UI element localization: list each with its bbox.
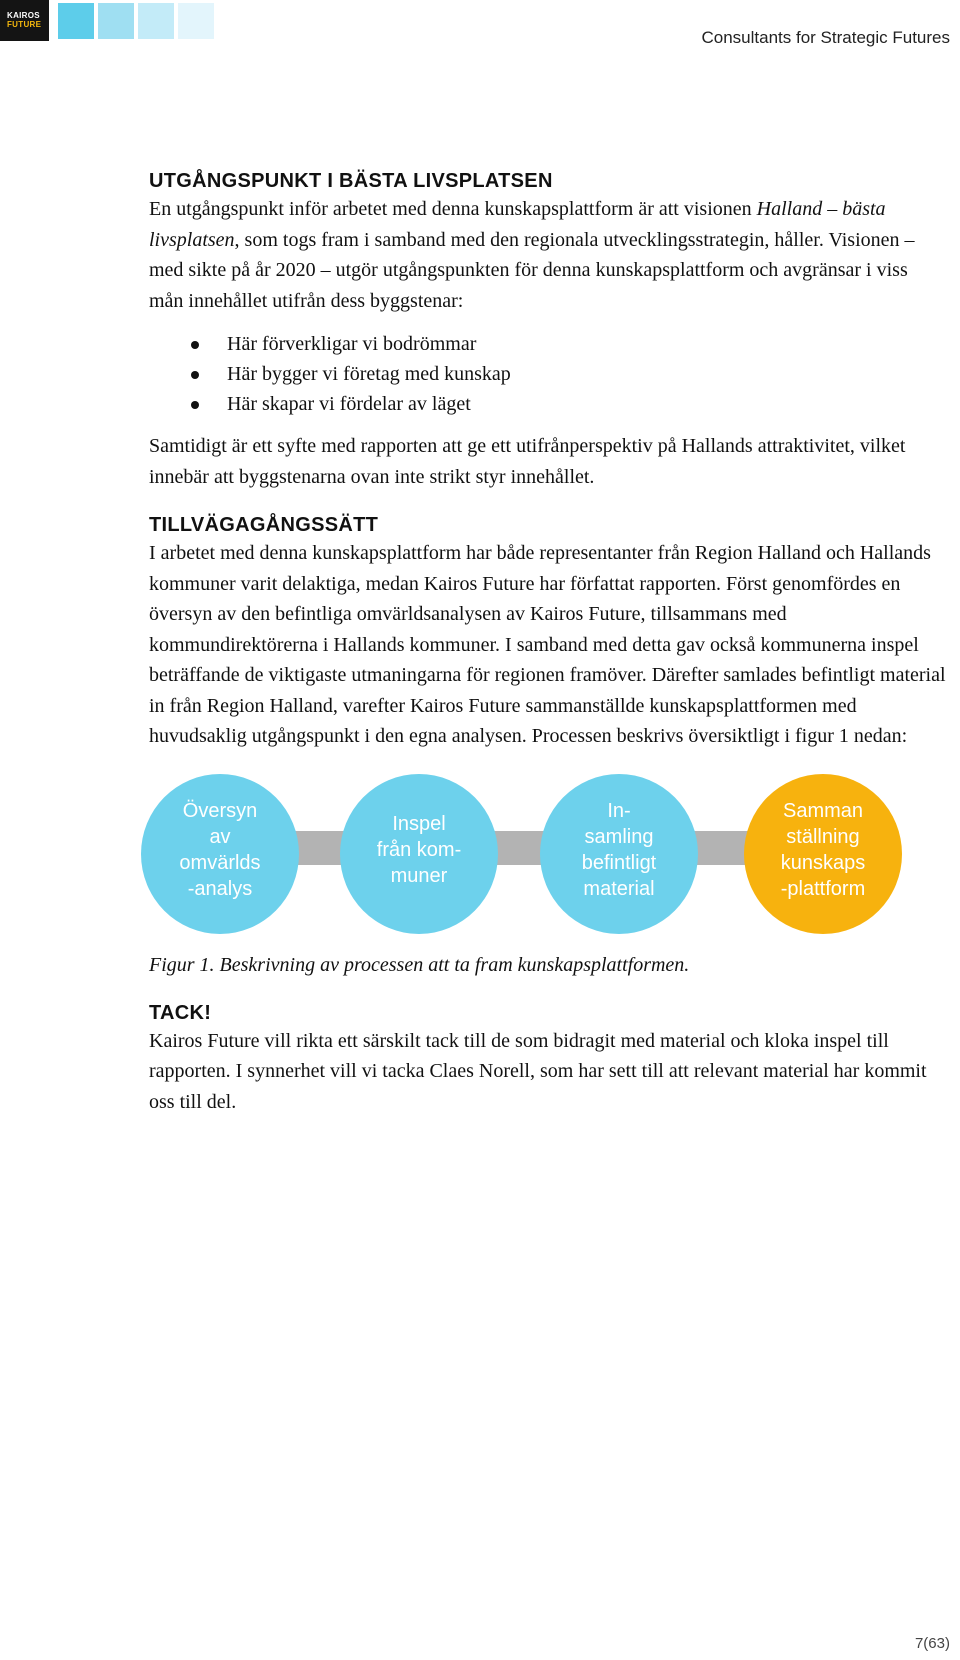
- logo-line1: KAIROS: [7, 11, 40, 20]
- list-item: Här bygger vi företag med kunskap: [149, 359, 946, 389]
- step-label: Samman ställning kunskaps -plattform: [780, 799, 866, 900]
- page-header: [0, 0, 960, 60]
- list-item: Här skapar vi fördelar av läget: [149, 389, 946, 419]
- section2-heading: TILLVÄGAGÅNGSSÄTT: [149, 514, 379, 536]
- logo-line2: FUTURE: [7, 20, 42, 29]
- process-diagram: [149, 774, 946, 944]
- section1-heading: UTGÅNGSPUNKT I BÄSTA LIVSPLATSEN: [149, 170, 553, 192]
- header-square-1: [58, 3, 94, 39]
- section3-paragraph: Kairos Future vill rikta ett särskilt tack till de som bidragit med material och kloka inspel till rapporten. I synnerhet vill vi tacka Claes Norell, som har sett till att relevant material har kommit oss till del.: [149, 1029, 927, 1113]
- page-content: [149, 168, 946, 1117]
- header-square-3: [138, 3, 174, 39]
- step-label: In- samling befintligt material: [581, 799, 657, 900]
- para1-pre: En utgångspunkt inför arbetet med denna kunskapsplattform är att visionen: [149, 198, 757, 220]
- vision-title: Halland – bästa livsplatsen: [149, 198, 886, 251]
- header-color-squares: [58, 3, 214, 39]
- step-label: Inspel från kom- muner: [376, 812, 462, 887]
- section3-heading: TACK!: [149, 1001, 212, 1024]
- step-label: Översyn av omvärlds -analys: [179, 799, 261, 900]
- para1-post: , som togs fram i samband med den regionala utvecklingsstrategin, håller. Visionen – med sikte på år 2020 – utgör utgångspunkten för denna kunskapsplattform och avgränsar i viss mån innehållet utifrån dess byggstenar:: [149, 228, 915, 312]
- section1-paragraph2: Samtidigt är ett syfte med rapporten att ge ett utifrånperspektiv på Hallands attraktivitet, vilket innebär att byggstenarna ovan inte strikt styr innehållet.: [149, 435, 906, 488]
- list-item: Här förverkligar vi bodrömmar: [149, 329, 946, 359]
- header-tagline: Consultants for Strategic Futures: [701, 28, 950, 47]
- section2-paragraph: I arbetet med denna kunskapsplattform har både representanter från Region Halland och Hallands kommuner varit delaktiga, medan Kairos Future har författat rapporten. Först genomfördes en översyn av den befintliga omvärldsanalysen av Kairos Future, tillsammans med kommundirektörerna i Hallands kommuner. I samband med detta gav också kommunerna inspel beträffande de viktigaste utmaningarna för regionen framöver. Därefter samlades befintligt material in från Region Halland, varefter Kairos Future sammanställde kunskapsplattformen med huvudsaklig utgångspunkt i den egna analysen. Processen beskrivs översiktligt i figur 1 nedan:: [149, 542, 946, 747]
- process-step-inspel: [340, 774, 498, 934]
- section1-paragraph1: [149, 194, 946, 316]
- section-utgangspunkt: [149, 168, 946, 492]
- figure-caption: Figur 1. Beskrivning av processen att ta fram kunskapsplattformen.: [149, 953, 690, 976]
- kairos-future-logo: [0, 0, 49, 41]
- section-tack: [149, 1000, 946, 1118]
- process-step-oversyn: [141, 774, 299, 934]
- process-step-sammanstallning: [744, 774, 902, 934]
- header-square-2: [98, 3, 134, 39]
- process-step-insamling: [540, 774, 698, 934]
- section-tillvagagangssatt: [149, 512, 946, 752]
- bullet-list: [149, 329, 946, 419]
- header-square-4: [178, 3, 214, 39]
- page-number: 7(63): [914, 1635, 950, 1652]
